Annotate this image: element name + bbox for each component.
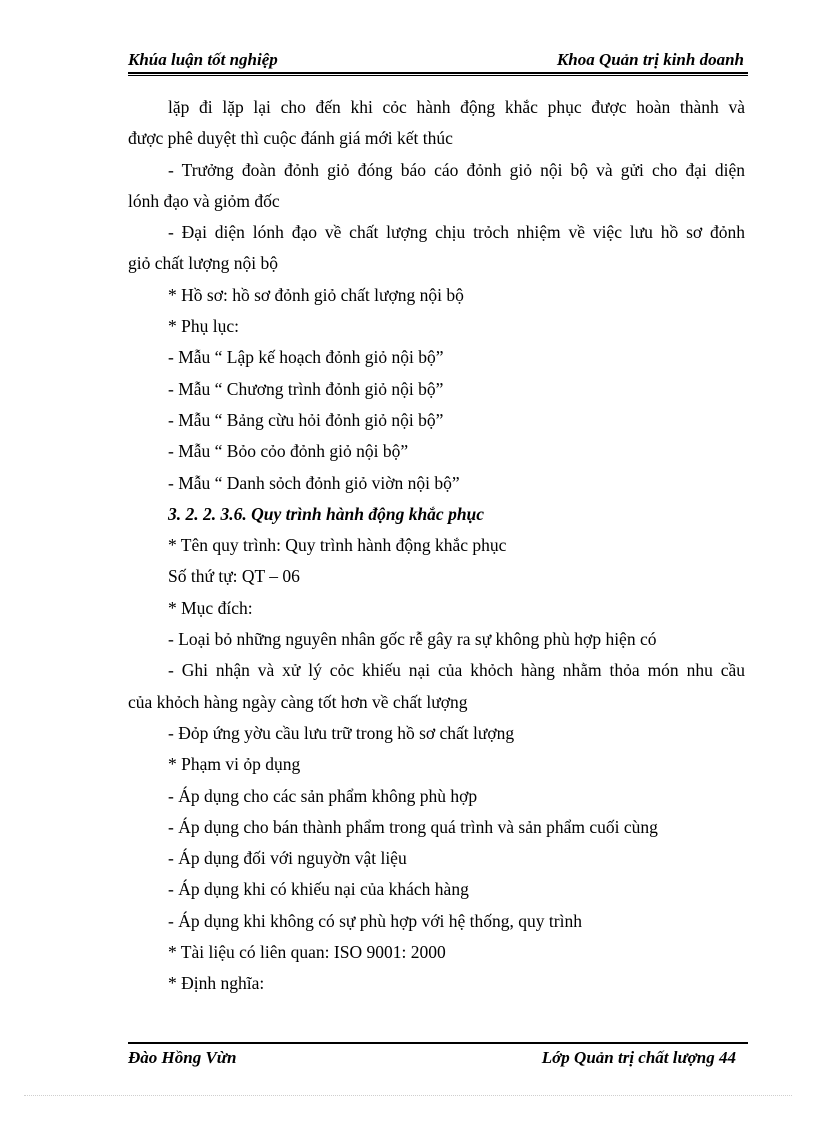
document-body bbox=[128, 92, 745, 1000]
body-line: * Mục đích: bbox=[168, 597, 253, 618]
body-line: - Áp dụng đối với nguyờn vật liệu bbox=[168, 848, 407, 869]
body-line: - Áp dụng khi không có sự phù hợp với hệ thống, quy trình bbox=[168, 910, 582, 931]
body-line: - Ghi nhận và xử lý cỏc khiếu nại của khỏch hàng nhằm thỏa món nhu cầu bbox=[168, 660, 745, 681]
body-line: - Mẫu “ Bảng cừu hỏi đỏnh giỏ nội bộ” bbox=[168, 409, 444, 430]
body-line: - Mẫu “ Lập kế hoạch đỏnh giỏ nội bộ” bbox=[168, 347, 444, 368]
body-line: * Định nghĩa: bbox=[168, 973, 265, 994]
body-line: - Đỏp ứng yờu cầu lưu trữ trong hồ sơ chất lượng bbox=[168, 722, 515, 743]
body-line: - Đại diện lónh đạo về chất lượng chịu trỏch nhiệm về việc lưu hồ sơ đỏnh bbox=[168, 222, 745, 243]
body-line: * Phạm vi ỏp dụng bbox=[168, 754, 301, 775]
header-right-text: Khoa Quản trị kinh doanh bbox=[556, 50, 744, 69]
body-line: - Trưởng đoàn đỏnh giỏ đóng báo cáo đỏnh giỏ nội bộ và gửi cho đại diện bbox=[168, 159, 745, 180]
body-line: * Tài liệu có liên quan: ISO 9001: 2000 bbox=[168, 942, 446, 963]
footer-rule bbox=[128, 1042, 748, 1044]
body-line: - Áp dụng cho các sản phẩm không phù hợp bbox=[168, 785, 478, 806]
body-line: - Mẫu “ Chương trình đỏnh giỏ nội bộ” bbox=[168, 378, 444, 399]
body-line: * Hồ sơ: hồ sơ đỏnh giỏ chất lượng nội bộ bbox=[168, 284, 464, 305]
body-line: - Mẫu “ Bỏo cỏo đỏnh giỏ nội bộ” bbox=[168, 441, 409, 462]
body-line: * Phụ lục: bbox=[168, 316, 239, 337]
page-footer bbox=[128, 1046, 744, 1070]
body-line: - Áp dụng cho bán thành phẩm trong quá trình và sản phẩm cuối cùng bbox=[168, 816, 658, 837]
body-line: Số thứ tự: QT – 06 bbox=[168, 566, 300, 587]
body-line: - Mẫu “ Danh sỏch đỏnh giỏ viờn nội bộ” bbox=[168, 472, 460, 493]
body-line: * Tên quy trình: Quy trình hành động khắc phục bbox=[168, 535, 507, 556]
header-left-text: Khúa luận tốt nghiệp bbox=[128, 50, 278, 69]
header-rule-thin bbox=[128, 75, 748, 76]
body-line: giỏ chất lượng nội bộ bbox=[128, 253, 278, 274]
body-line: - Loại bỏ những nguyên nhân gốc rễ gây ra sự không phù hợp hiện có bbox=[168, 629, 657, 650]
header-rule bbox=[128, 72, 748, 74]
footer-class: Lớp Quản trị chất lượng 44 bbox=[541, 1048, 736, 1067]
page-header bbox=[128, 48, 744, 72]
body-line: - Áp dụng khi có khiếu nại của khách hàng bbox=[168, 879, 469, 900]
body-line: lónh đạo và giỏm đốc bbox=[128, 190, 280, 211]
body-line: lặp đi lặp lại cho đến khi cỏc hành động khắc phục được hoàn thành và bbox=[168, 97, 745, 117]
page-bottom-dotted-line bbox=[24, 1095, 792, 1096]
body-line: được phê duyệt thì cuộc đánh giá mới kết thúc bbox=[128, 128, 453, 149]
section-heading: 3. 2. 2. 3.6. Quy trình hành động khắc phục bbox=[168, 503, 485, 524]
body-line: của khỏch hàng ngày càng tốt hơn về chất lượng bbox=[128, 691, 468, 712]
footer-author: Đào Hồng Vừn bbox=[128, 1048, 237, 1067]
